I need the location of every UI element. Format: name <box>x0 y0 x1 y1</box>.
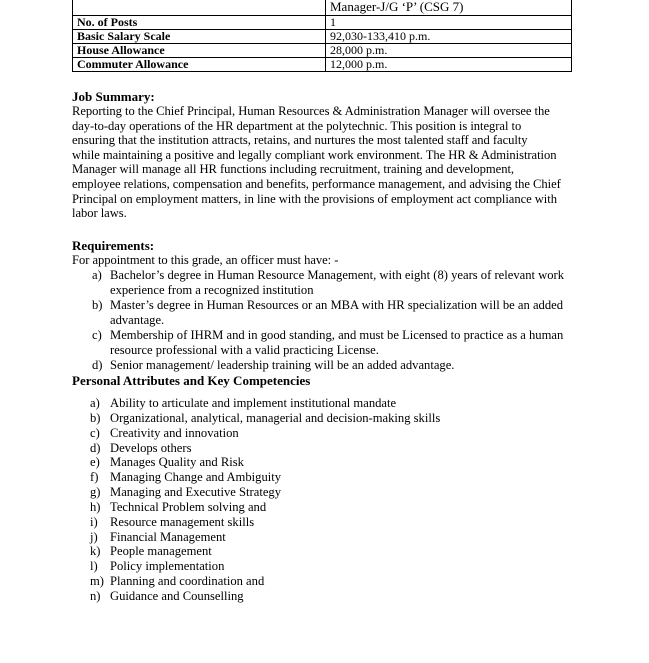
table-value-cell: Manager-J/G ‘P’ (CSG 7) <box>326 0 572 16</box>
job-summary-paragraph <box>72 104 582 221</box>
table-row <box>73 44 572 58</box>
list-item-text: Financial Management <box>110 529 226 544</box>
list-item-text: Managing Change and Ambiguity <box>110 470 282 485</box>
table-value-cell: 92,030-133,410 p.m. <box>326 30 572 44</box>
list-marker: h) <box>90 499 101 514</box>
list-item <box>72 268 582 298</box>
list-item <box>72 298 582 328</box>
list-item <box>72 470 572 485</box>
list-marker: f) <box>90 470 99 485</box>
list-item <box>72 515 572 530</box>
table-label-cell: Basic Salary Scale <box>73 30 326 44</box>
list-marker: c) <box>92 328 102 342</box>
table-label-cell: No. of Posts <box>73 16 326 30</box>
paragraph-line: employee relations, compensation and benefits, performance management, and advising the Chief <box>72 176 561 191</box>
list-item-text: Planning and coordination and <box>110 574 265 589</box>
list-item <box>72 426 572 441</box>
table-value-cell: 28,000 p.m. <box>326 44 572 58</box>
list-item-text: Master’s degree in Human Resources or an MBA with HR specialization will be an added <box>110 298 564 312</box>
list-marker: b) <box>92 298 103 312</box>
list-item <box>72 559 572 574</box>
list-item <box>72 411 572 426</box>
list-item-text: Develops others <box>110 440 192 455</box>
list-item <box>72 500 572 515</box>
list-item <box>72 328 582 358</box>
list-item <box>72 485 572 500</box>
list-item-text: experience from a recognized institution <box>110 283 314 297</box>
requirements-list <box>72 268 582 373</box>
list-marker: i) <box>90 514 98 529</box>
list-marker: l) <box>90 559 98 574</box>
list-item <box>72 455 572 470</box>
list-item-text: Guidance and Counselling <box>110 588 244 603</box>
paragraph-line: Principal on employment matters, in line with the provisions of employment act compliance with <box>72 191 557 206</box>
list-item-text: Creativity and innovation <box>110 425 239 440</box>
list-marker: e) <box>90 455 100 470</box>
list-item-text: Bachelor’s degree in Human Resource Management, with eight (8) years of relevant work <box>110 268 565 282</box>
list-marker: a) <box>90 396 100 410</box>
paragraph-line: labor laws. <box>72 206 127 221</box>
table-row <box>73 30 572 44</box>
job-summary-heading: Job Summary: <box>72 89 155 104</box>
paragraph-line: Manager will manage all HR functions including recruitment, training and development, <box>72 162 515 177</box>
paragraph-line: Reporting to the Chief Principal, Human Resources & Administration Manager will oversee the <box>72 104 550 118</box>
competencies-heading: Personal Attributes and Key Competencies <box>72 373 311 388</box>
list-item <box>72 358 582 373</box>
table-value-cell: 12,000 p.m. <box>326 58 572 72</box>
list-item-text: Technical Problem solving and <box>110 499 267 514</box>
list-marker: c) <box>90 425 100 440</box>
requirements-heading: Requirements: <box>72 238 155 253</box>
list-marker: g) <box>90 485 101 500</box>
list-item-text: Senior management/ leadership training will be an added advantage. <box>110 358 455 372</box>
list-item-text: Policy implementation <box>110 559 225 574</box>
table-label-cell <box>73 0 326 16</box>
job-details-table <box>72 0 572 72</box>
list-marker: j) <box>90 529 98 544</box>
table-value-cell: 1 <box>326 16 572 30</box>
list-item <box>72 530 572 545</box>
list-marker: d) <box>90 440 101 455</box>
list-item <box>72 574 572 589</box>
list-item-text: Membership of IHRM and in good standing, and must be Licensed to practice as a human <box>110 328 564 342</box>
list-marker: k) <box>90 544 101 559</box>
list-item <box>72 396 572 411</box>
list-marker: b) <box>90 410 101 425</box>
list-marker: m) <box>90 574 104 589</box>
competencies-list <box>72 396 572 604</box>
list-item-text: Organizational, analytical, managerial and decision-making skills <box>110 410 441 425</box>
table-label-cell: Commuter Allowance <box>73 58 326 72</box>
list-item <box>72 589 572 604</box>
table-row <box>73 16 572 30</box>
list-marker: n) <box>90 588 101 603</box>
table-row <box>73 0 572 16</box>
list-item-text: Resource management skills <box>110 514 255 529</box>
list-item <box>72 441 572 456</box>
table-row <box>73 58 572 72</box>
table-label-cell: House Allowance <box>73 44 326 58</box>
paragraph-line: day-to-day operations of the HR department at the polytechnic. This position is integral to <box>72 118 522 133</box>
list-item-text: Ability to articulate and implement institutional mandate <box>110 396 397 410</box>
list-marker: a) <box>92 268 102 282</box>
list-item-text: advantage. <box>110 313 165 327</box>
list-item <box>72 544 572 559</box>
list-item-text: resource professional with a valid practicing License. <box>110 343 379 357</box>
list-item-text: Managing and Executive Strategy <box>110 485 282 500</box>
list-item-text: Manages Quality and Risk <box>110 455 244 470</box>
list-marker: d) <box>92 358 103 372</box>
paragraph-line: ensuring that the institution attracts, retains, and nurtures the most talented staff and faculty <box>72 133 528 148</box>
paragraph-line: while maintaining a positive and legally compliant work environment. The HR & Administration <box>72 147 557 162</box>
requirements-intro: For appointment to this grade, an officer must have: - <box>72 253 339 267</box>
list-item-text: People management <box>110 544 212 559</box>
